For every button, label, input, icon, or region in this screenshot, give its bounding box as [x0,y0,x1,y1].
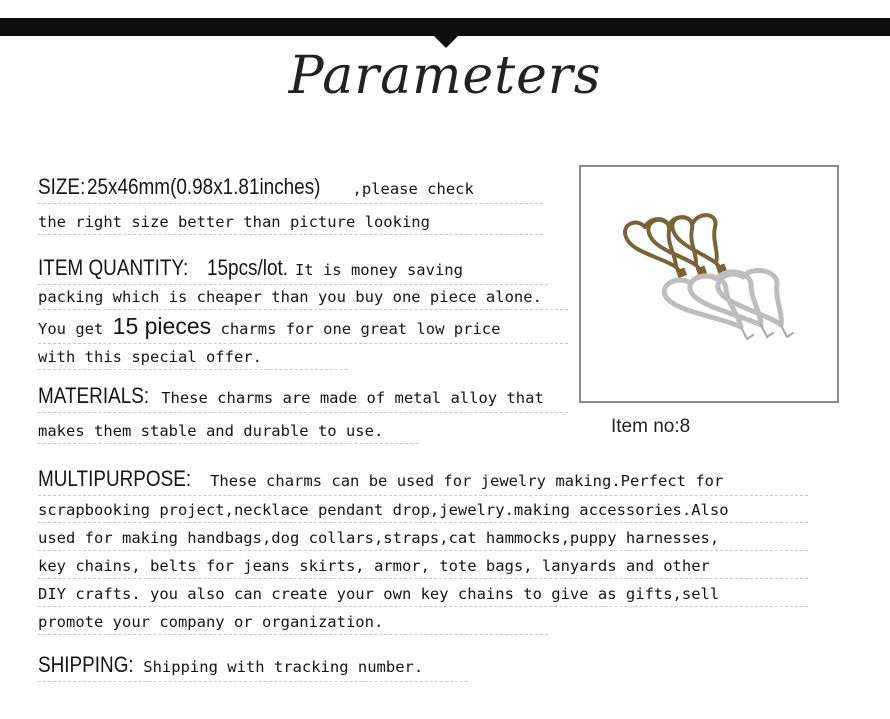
multipurpose-text-5: DIY crafts. you also can create your own key chains to give as gifts,sell [38,585,720,603]
multipurpose-line-4 [38,557,808,579]
multipurpose-line-2 [38,501,808,523]
size-line-2 [38,213,543,235]
materials-text-1: These charms are made of metal alloy that [161,389,544,407]
multipurpose-text-3: used for making handbags,dog collars,straps,cat hammocks,puppy harnesses, [38,529,720,547]
multipurpose-line-5 [38,585,808,607]
quantity-text-3b: charms for one great low price [220,320,501,338]
size-label: SIZE: [38,174,86,199]
size-value: 25x46mm(0.98x1.81inches) [87,174,321,199]
size-line-1 [38,174,543,204]
materials-line-1 [38,383,568,413]
multipurpose-label: MULTIPURPOSE: [38,466,192,491]
quantity-text-4: with this special offer. [38,348,262,366]
materials-text-2: makes them stable and durable to use. [38,422,384,440]
multipurpose-line-6 [38,613,548,635]
size-text-2: the right size better than picture looking [38,213,430,231]
size-text-1: ,please check [352,180,474,198]
multipurpose-line-1 [38,466,808,496]
multipurpose-text-1: These charms can be used for jewelry making.Perfect for [210,472,724,490]
item-number: Item no:8 [611,416,691,437]
shipping-line [38,652,468,682]
shipping-text: Shipping with tracking number. [143,658,424,676]
quantity-label: ITEM QUANTITY: [38,255,189,280]
product-image [579,165,839,403]
multipurpose-line-3 [38,529,808,551]
materials-line-2 [38,422,418,444]
quantity-text-1: It is money saving [294,261,463,279]
shipping-label: SHIPPING: [38,652,134,677]
quantity-line-3 [38,313,568,344]
multipurpose-text-6: promote your company or organization. [38,613,384,631]
quantity-value: 15pcs/lot. [206,255,288,280]
quantity-line-4 [38,348,348,370]
quantity-line-2 [38,288,568,310]
page-title: Parameters [288,46,602,106]
quantity-line-1 [38,255,548,285]
materials-label: MATERIALS: [38,383,150,408]
quantity-text-2: packing which is cheaper than you buy one piece alone. [38,288,542,306]
quantity-text-3a: You get [38,320,104,338]
multipurpose-text-4: key chains, belts for jeans skirts, armor, tote bags, lanyards and other [38,557,710,575]
quantity-highlight: 15 pieces [112,313,212,339]
heart-key-charms-illustration [581,167,837,401]
top-banner-bar [0,18,890,36]
multipurpose-text-2: scrapbooking project,necklace pendant drop,jewelry.making accessories.Also [38,501,729,519]
